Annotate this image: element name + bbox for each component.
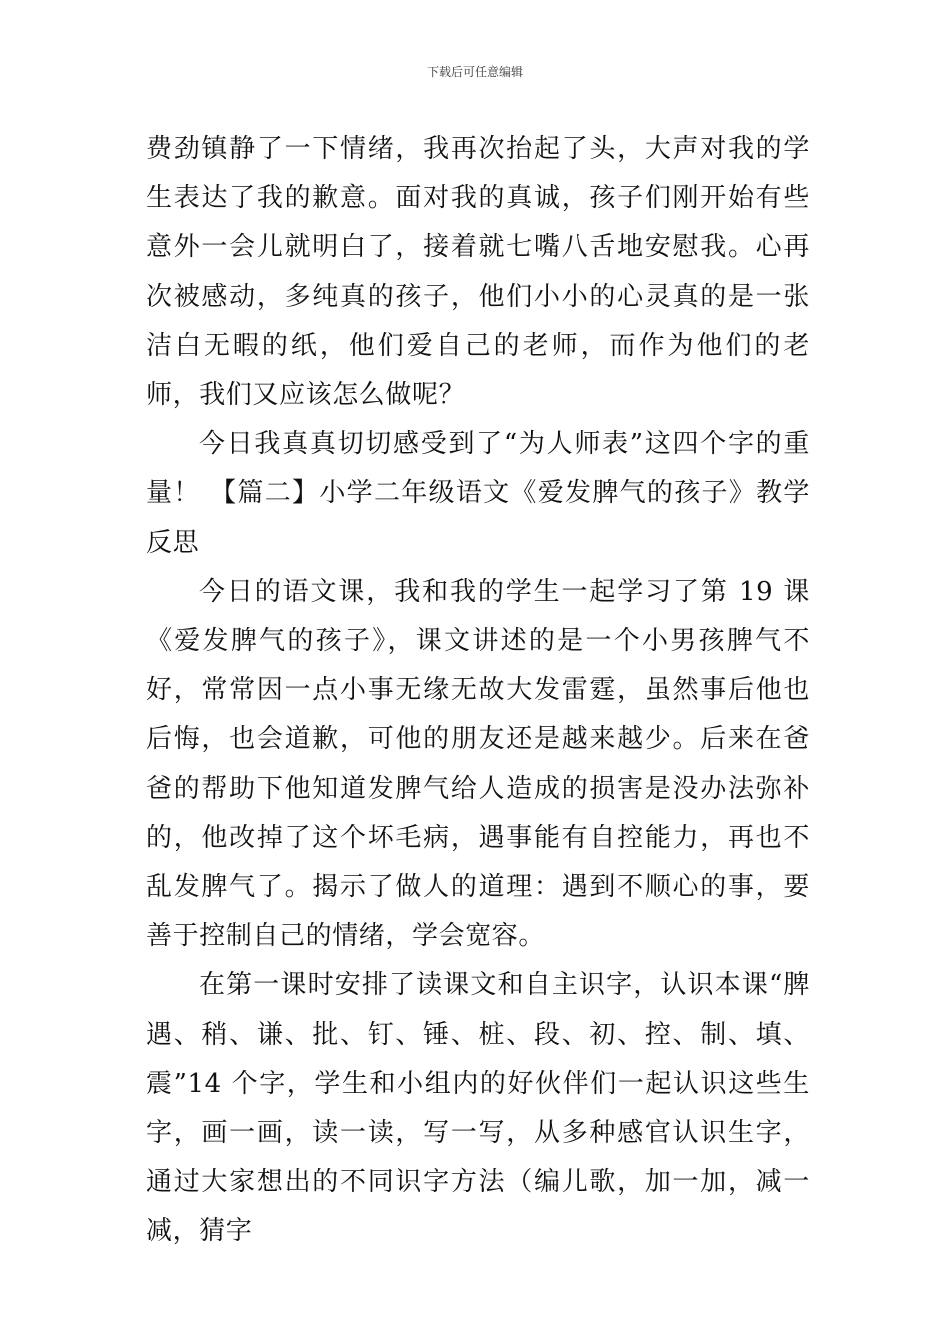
document-body (146, 125, 810, 1257)
paragraph-continuation: 费劲镇静了一下情绪，我再次抬起了头，大声对我的学生表达了我的歉意。面对我的真诚，孩子们刚开始有些意外一会儿就明白了，接着就七嘴八舌地安慰我。心再次被感动，多纯真的孩子，他们小小的心灵真的是一张洁白无暇的纸，他们爱自己的老师，而作为他们的老师，我们又应该怎么做呢？ (146, 134, 810, 411)
paragraph-conclusion: 今日我真真切切感受到了“为人师表”这四个字的重量！ 【篇二】小学二年级语文《爱发脾气的孩子》教学反思 (146, 429, 810, 558)
page-header-note: 下载后可任意编辑 (426, 65, 523, 79)
paragraph-first-lesson: 在第一课时安排了读课文和自主识字，认识本课“脾遇、稍、谦、批、钉、锤、桩、段、初、控、制、填、震”14 个字，学生和小组内的好伙伴们一起认识这些生字，画一画，读一读，写一写，从多种感官认识生字，通过大家想出的不同识字方法（编儿歌，加一加，减一减，猜字 (146, 970, 810, 1247)
paragraph-lesson-summary: 今日的语文课，我和我的学生一起学习了第 19 课《爱发脾气的孩子》，课文讲述的是一个小男孩脾气不好，常常因一点小事无缘无故大发雷霆，虽然事后他也后悔，也会道歉，可他的朋友还是越来越少。后来在爸爸的帮助下他知道发脾气给人造成的损害是没办法弥补的，他改掉了这个坏毛病，遇事能有自控能力，再也不乱发脾气了。揭示了做人的道理：遇到不顺心的事，要善于控制自己的情绪，学会宽容。 (146, 576, 810, 952)
